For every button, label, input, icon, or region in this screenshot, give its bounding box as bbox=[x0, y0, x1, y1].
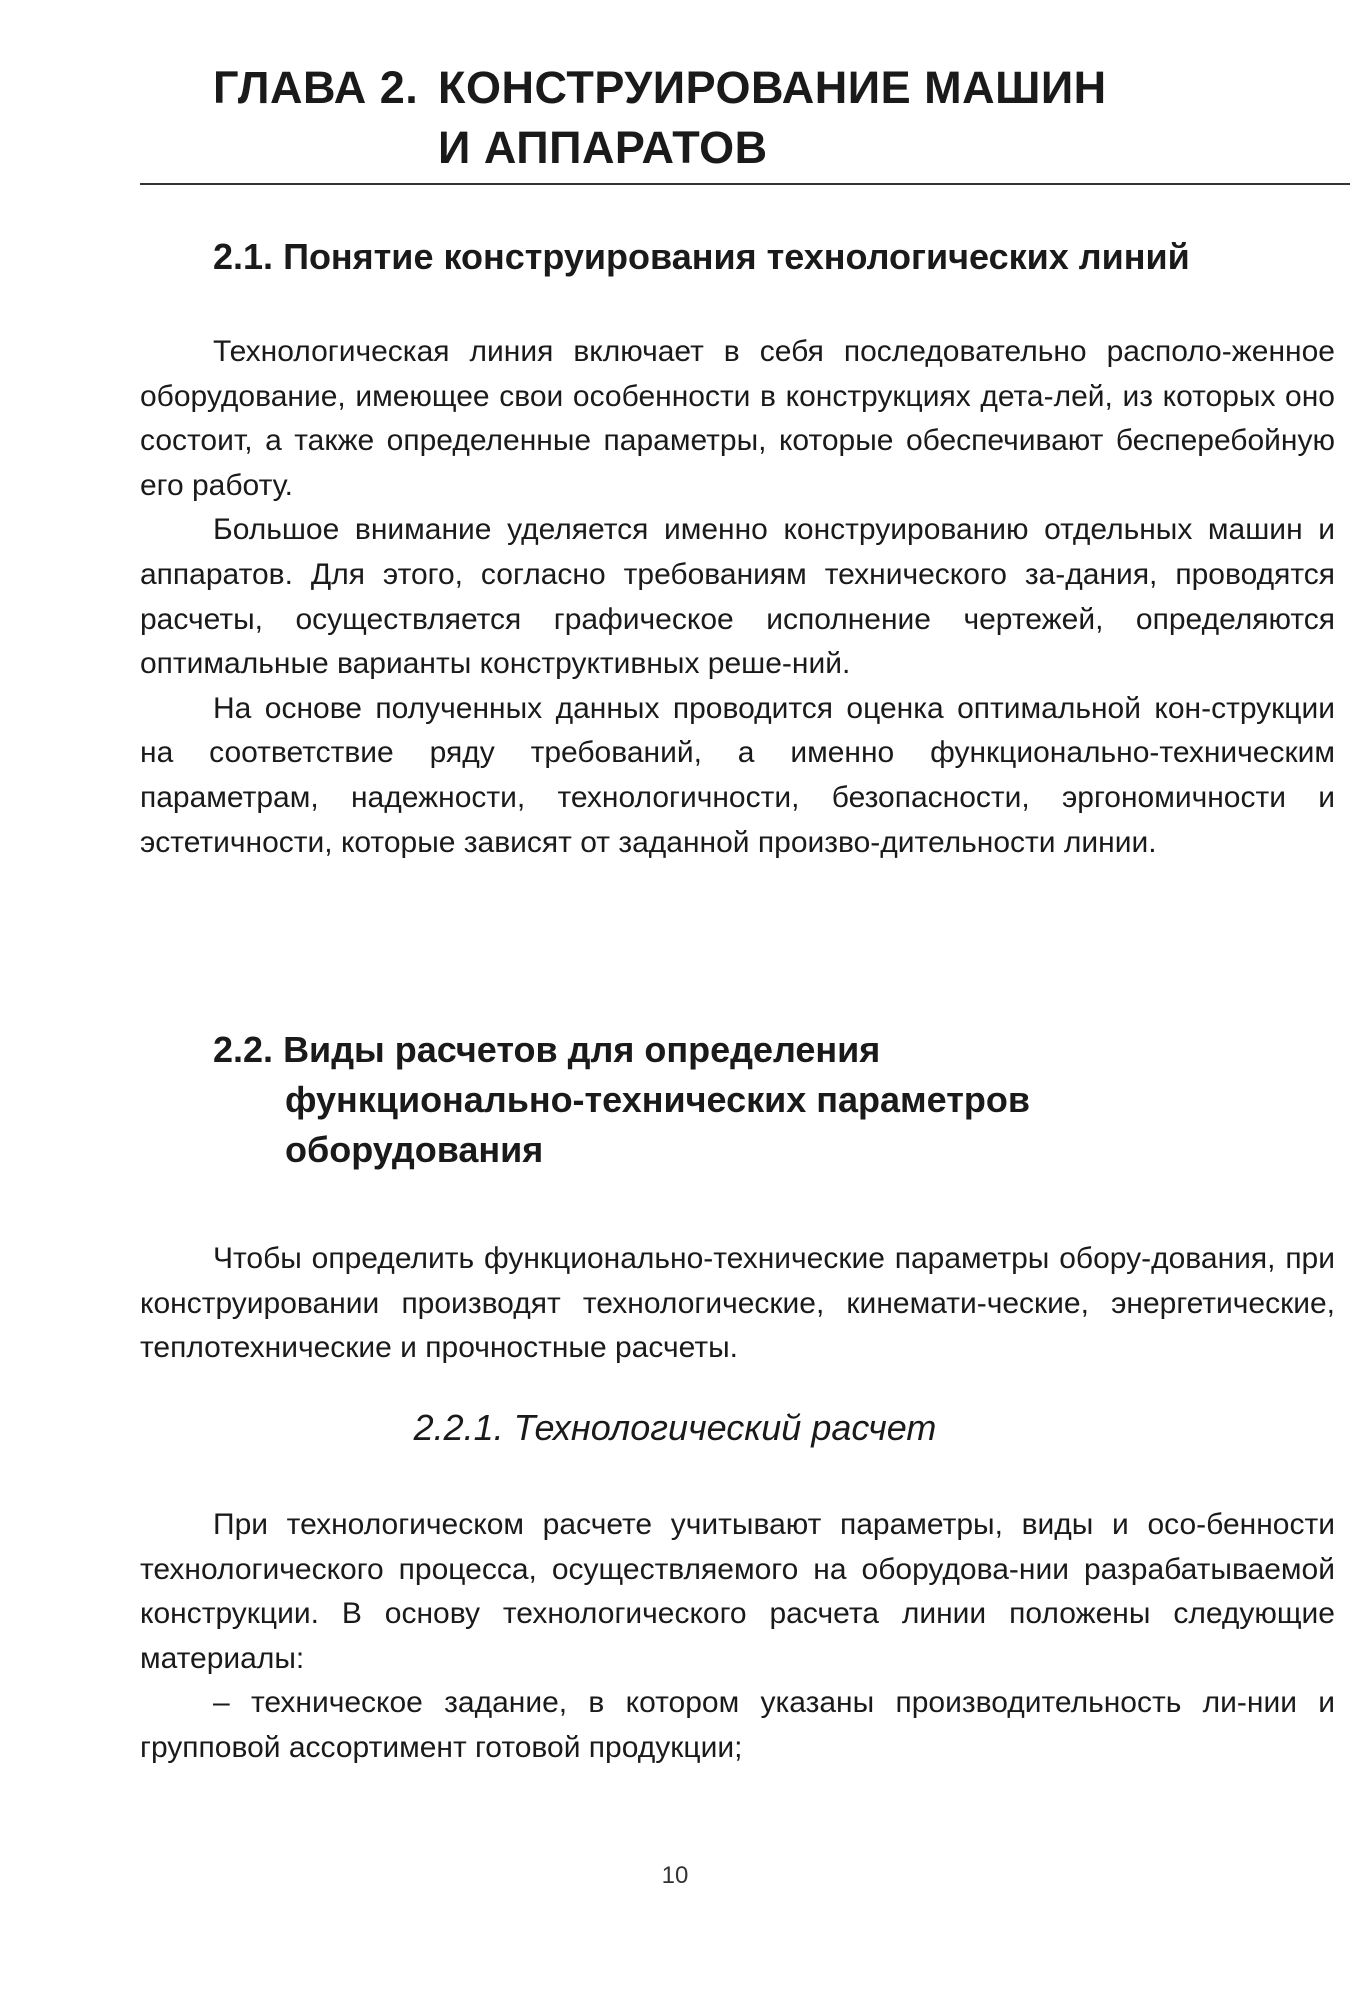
section-2-2-title-line3: оборудования bbox=[285, 1129, 544, 1170]
section-2-2-number: 2.2. bbox=[213, 1029, 274, 1070]
chapter-divider bbox=[140, 183, 1350, 185]
section-2-1-number: 2.1. bbox=[213, 236, 274, 277]
chapter-title bbox=[213, 58, 1213, 178]
subsection-2-2-1-heading: 2.2.1. Технологический расчет bbox=[413, 1407, 937, 1448]
chapter-title-line2: И АППАРАТОВ bbox=[438, 122, 768, 173]
section-2-1-body bbox=[140, 330, 1335, 865]
chapter-title-line1: КОНСТРУИРОВАНИЕ МАШИН bbox=[438, 62, 1107, 113]
subsection-2-2-1-body bbox=[140, 1503, 1335, 1771]
paragraph: Большое внимание уделяется именно конструированию отдельных машин и аппаратов. Для этого, согласно требованиям технического за-дания, проводятся расчеты, осуществляется графическое исполнение чертежей, определяются оптимальные варианты конструктивных реше-ний. bbox=[140, 513, 1335, 681]
section-2-2-title-line2: функционально-технических параметров bbox=[285, 1079, 1030, 1120]
paragraph: Чтобы определить функционально-технические параметры обору-дования, при конструировании производят технологические, кинемати-ческие, энергетические, теплотехнические и прочностные расчеты. bbox=[140, 1242, 1335, 1365]
paragraph: Технологическая линия включает в себя последовательно располо-женное оборудование, имеющее свои особенности в конструкциях дета-лей, из которых оно состоит, а также определенные параметры, которые обеспечивают бесперебойную его работу. bbox=[140, 335, 1335, 502]
section-2-2-body bbox=[140, 1237, 1335, 1371]
section-2-1-heading bbox=[213, 232, 1313, 282]
section-2-2-title-line1: Виды расчетов для определения bbox=[283, 1029, 881, 1070]
list-item: – техническое задание, в котором указаны производительность ли-нии и групповой ассортимент готовой продукции; bbox=[140, 1686, 1335, 1764]
paragraph: На основе полученных данных проводится оценка оптимальной кон-струкции на соответствие ряду требований, а именно функционально-техническим параметрам, надежности, технологичности, безопасности, эргономичности и эстетичности, которые зависят от заданной произво-дительности линии. bbox=[140, 691, 1335, 859]
paragraph: При технологическом расчете учитывают параметры, виды и осо-бенности технологического процесса, осуществляемого на оборудова-нии разрабатываемой конструкции. В основу технологического расчета линии положены следующие материалы: bbox=[140, 1508, 1335, 1675]
page-number: 10 bbox=[661, 1862, 689, 1889]
chapter-number: ГЛАВА 2. bbox=[213, 62, 419, 113]
section-2-2-heading bbox=[213, 1025, 1213, 1175]
section-2-1-title: Понятие конструирования технологических линий bbox=[283, 236, 1190, 277]
